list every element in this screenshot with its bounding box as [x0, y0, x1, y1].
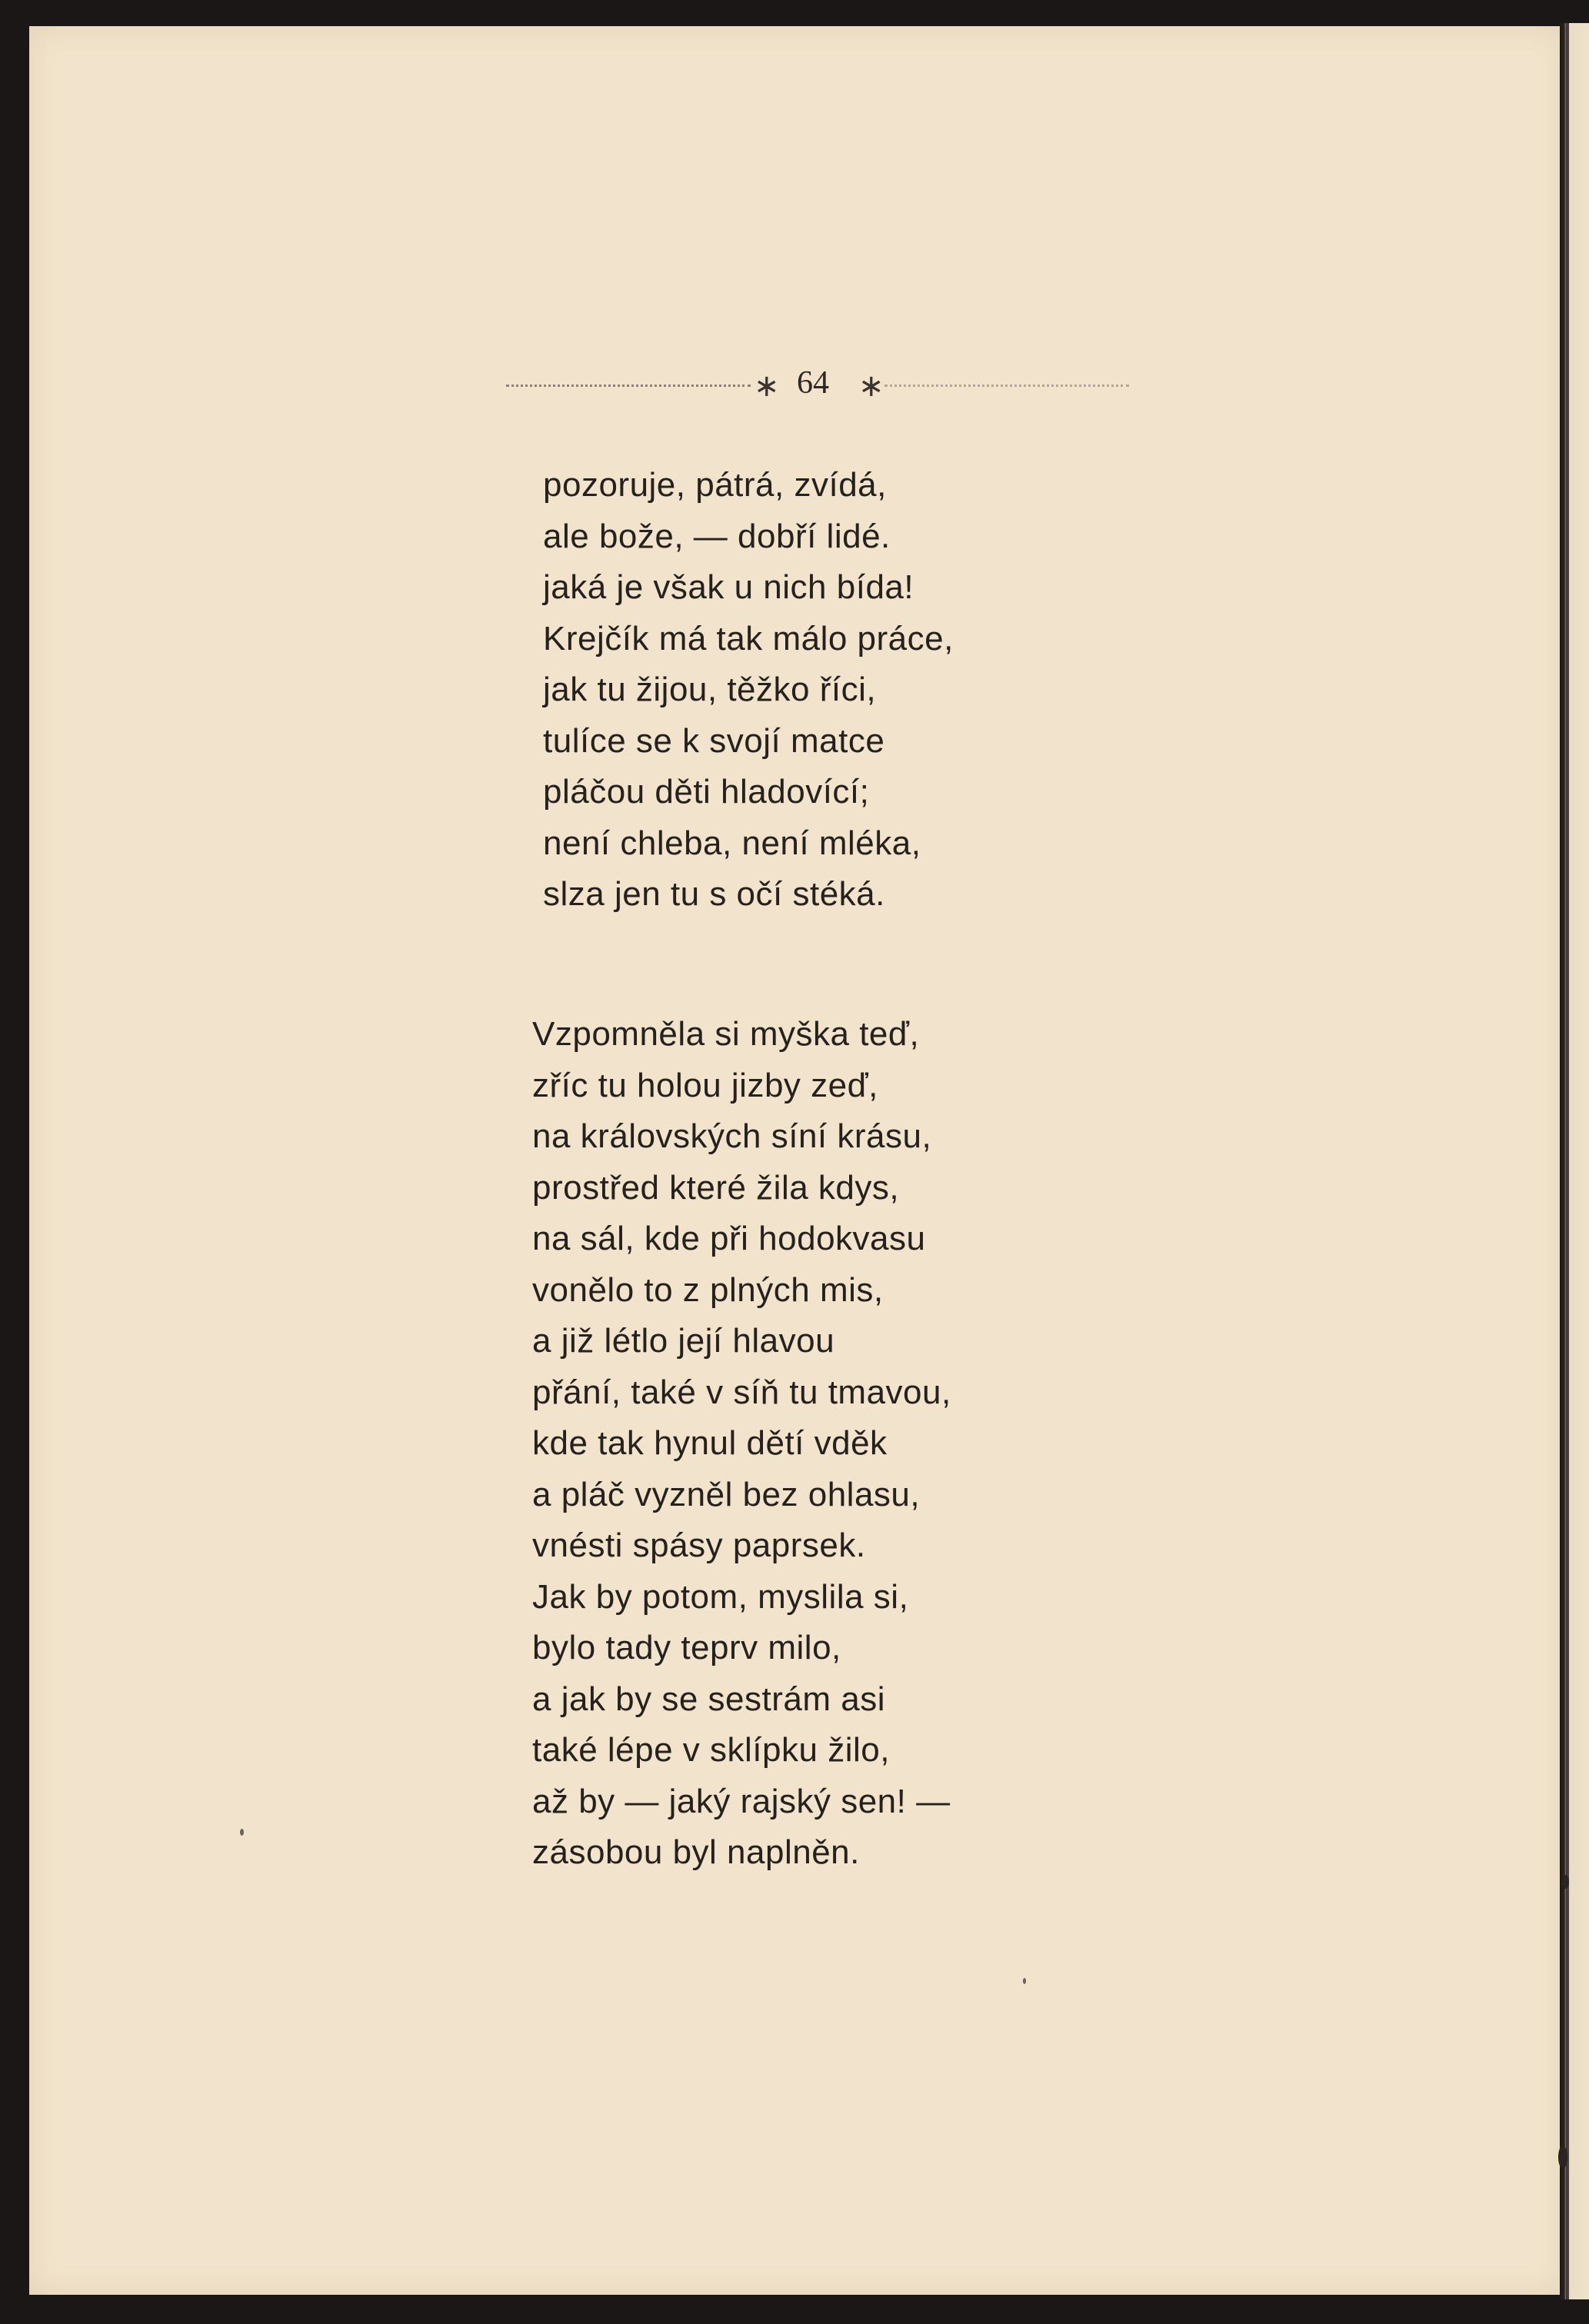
paper-speck [240, 1829, 244, 1836]
poem-line: pláčou děti hladovící; [543, 773, 870, 811]
poem-line: bylo tady teprv milo, [532, 1629, 841, 1666]
poem-line: na sál, kde při hodokvasu [532, 1220, 926, 1257]
poem-line: a pláč vyzněl bez ohlasu, [532, 1475, 921, 1513]
poem-line: pozoruje, pátrá, zvídá, [543, 466, 887, 504]
poem-line: není chleba, není mléka, [543, 824, 921, 862]
poem-line: zříc tu holou jizby zeď, [532, 1066, 878, 1104]
paper-speck [1561, 1875, 1569, 1889]
poem-line: slza jen tu s očí stéká. [543, 875, 885, 913]
poem-line: zásobou byl naplněn. [532, 1833, 860, 1871]
poem-line: také lépe v sklípku žilo, [532, 1731, 890, 1769]
poem-line: Jak by potom, myslila si, [532, 1577, 909, 1616]
page-number: 64 [797, 365, 829, 401]
poem-line: a jak by se sestrám asi [532, 1680, 885, 1718]
header-star-left: ∗ [754, 368, 780, 403]
poem-line: kde tak hynul dětí vděk [532, 1424, 888, 1462]
paper-speck [1023, 1978, 1026, 1984]
poem-line: ale bože, — dobří lidé. [543, 517, 891, 555]
paper-speck [1558, 2146, 1567, 2169]
poem-line: prostřed které žila kdys, [532, 1168, 900, 1207]
header-dotted-rule-right [884, 385, 1129, 387]
book-spine-edge [1560, 23, 1589, 2299]
poem-line: až by — jaký rajský sen! — [532, 1782, 951, 1820]
poem-line: vnésti spásy paprsek. [532, 1527, 866, 1564]
header-star-right: ∗ [858, 368, 884, 403]
poem-line: a již létlo její hlavou [532, 1322, 835, 1360]
header-dotted-rule-left [506, 385, 751, 387]
poem-stanza-2 [532, 1009, 951, 1879]
poem-line: jak tu žijou, těžko říci, [543, 671, 877, 708]
page-edge-line [1566, 23, 1569, 2299]
page-header [506, 361, 1129, 408]
poem-line: na královských síní krásu, [532, 1117, 932, 1155]
poem-line: Krejčík má tak málo práce, [543, 619, 954, 658]
poem-line: vonělo to z plných mis, [532, 1270, 884, 1309]
poem-line: jaká je však u nich bída! [543, 568, 914, 606]
poem-stanza-1 [543, 460, 954, 921]
poem-line: přání, také v síň tu tmavou, [532, 1373, 951, 1411]
poem-line: tulíce se k svojí matce [543, 721, 885, 760]
poem-line: Vzpomněla si myška teď, [532, 1015, 920, 1053]
